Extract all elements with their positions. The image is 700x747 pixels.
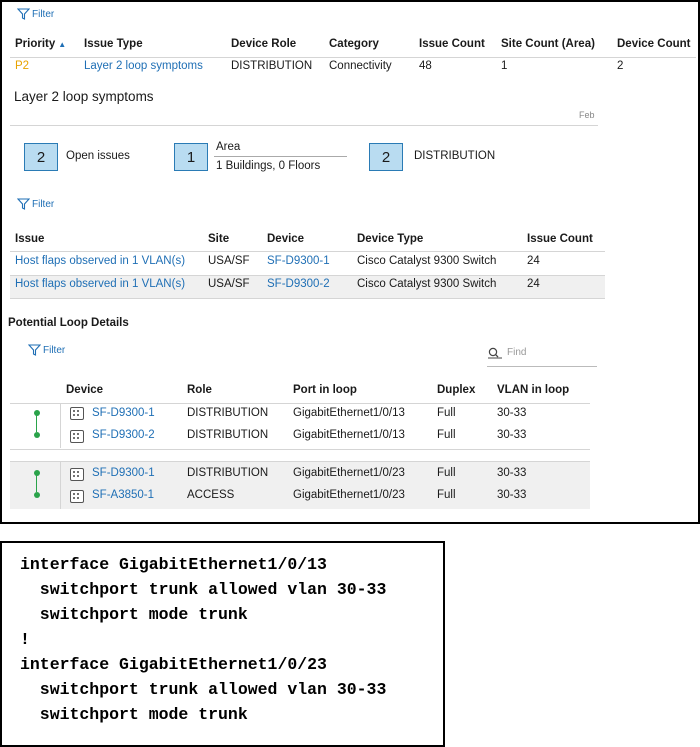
find-placeholder: Find	[507, 347, 527, 358]
device-link[interactable]: SF-D9300-1	[92, 467, 155, 479]
divider	[10, 403, 590, 404]
divider	[10, 57, 696, 58]
status-dot	[34, 492, 40, 498]
loop-details-title: Potential Loop Details	[8, 317, 129, 329]
device-count-value: 2	[617, 60, 624, 72]
status-dot	[34, 410, 40, 416]
port-value: GigabitEthernet1/0/23	[293, 489, 405, 501]
port-value: GigabitEthernet1/0/13	[293, 407, 405, 419]
device-type-value: Cisco Catalyst 9300 Switch	[357, 278, 497, 290]
duplex-value: Full	[437, 489, 456, 501]
open-issues-count[interactable]: 2	[24, 143, 58, 171]
device-link[interactable]: SF-D9300-1	[267, 255, 330, 267]
col-device-type[interactable]: Device Type	[357, 233, 424, 245]
duplex-value: Full	[437, 429, 456, 441]
filter-icon	[28, 344, 41, 356]
area-value: 1 Buildings, 0 Floors	[216, 160, 321, 172]
config-line: !	[20, 630, 30, 649]
col-issue-type[interactable]: Issue Type	[84, 38, 143, 50]
device-link[interactable]: SF-A3850-1	[92, 489, 155, 501]
area-divider	[214, 156, 347, 157]
vlan-value: 30-33	[497, 407, 527, 419]
host-flap-filter[interactable]	[17, 198, 54, 210]
vlan-value: 30-33	[497, 429, 527, 441]
area-label: Area	[216, 141, 241, 153]
col-site[interactable]: Site	[208, 233, 230, 245]
issue-link[interactable]: Host flaps observed in 1 VLAN(s)	[15, 278, 186, 290]
timeline-axis	[10, 125, 598, 126]
role-count[interactable]: 2	[369, 143, 403, 171]
col-category[interactable]: Category	[329, 38, 379, 50]
device-link[interactable]: SF-D9300-2	[267, 278, 330, 290]
col-role[interactable]: Role	[187, 384, 212, 396]
issue-count-value: 24	[527, 278, 540, 290]
col-vlan[interactable]: VLAN in loop	[497, 384, 570, 396]
find-input[interactable]	[487, 339, 597, 367]
config-line: switchport trunk allowed vlan 30-33	[20, 580, 387, 599]
filter-icon	[17, 8, 30, 20]
config-line: interface GigabitEthernet1/0/13	[20, 555, 327, 574]
device-role-value: DISTRIBUTION	[231, 60, 313, 72]
site-value: USA/SF	[208, 278, 250, 290]
col-issue-count[interactable]: Issue Count	[527, 233, 593, 245]
col-priority[interactable]: Priority ▲	[15, 38, 67, 50]
config-line: interface GigabitEthernet1/0/23	[20, 655, 327, 674]
duplex-value: Full	[437, 467, 456, 479]
col-issue[interactable]: Issue	[15, 233, 45, 245]
switch-icon	[70, 407, 84, 420]
config-line: switchport trunk allowed vlan 30-33	[20, 680, 387, 699]
port-value: GigabitEthernet1/0/13	[293, 429, 405, 441]
col-issue-count[interactable]: Issue Count	[419, 38, 485, 50]
config-line: switchport mode trunk	[20, 605, 248, 624]
site-count-value: 1	[501, 60, 508, 72]
filter-icon	[17, 198, 30, 210]
category-value: Connectivity	[329, 60, 392, 72]
loop-connector	[36, 415, 37, 432]
loop-filter[interactable]	[28, 344, 65, 356]
duplex-value: Full	[437, 407, 456, 419]
port-value: GigabitEthernet1/0/23	[293, 467, 405, 479]
col-device[interactable]: Device	[66, 384, 104, 396]
switch-icon	[70, 430, 84, 443]
search-icon	[487, 347, 503, 359]
vlan-value: 30-33	[497, 489, 527, 501]
role-value: DISTRIBUTION	[187, 467, 269, 479]
config-line: switchport mode trunk	[20, 705, 248, 724]
col-duplex[interactable]: Duplex	[437, 384, 476, 396]
status-dot	[34, 470, 40, 476]
timeline-label: Feb	[579, 110, 595, 120]
site-value: USA/SF	[208, 255, 250, 267]
status-dot	[34, 432, 40, 438]
col-device-count[interactable]: Device Count	[617, 38, 691, 50]
loop-connector	[36, 475, 37, 492]
role-value: DISTRIBUTION	[187, 407, 269, 419]
divider	[10, 251, 605, 252]
divider	[60, 404, 61, 448]
config-box	[0, 541, 445, 747]
issues-filter[interactable]	[17, 8, 54, 20]
detail-title: Layer 2 loop symptoms	[14, 89, 154, 104]
switch-icon	[70, 490, 84, 503]
col-device[interactable]: Device	[267, 233, 305, 245]
issue-count-value: 24	[527, 255, 540, 267]
vlan-value: 30-33	[497, 467, 527, 479]
filter-label: Filter	[32, 198, 55, 210]
col-port[interactable]: Port in loop	[293, 384, 357, 396]
col-site-count[interactable]: Site Count (Area)	[501, 38, 595, 50]
role-label: DISTRIBUTION	[414, 150, 496, 162]
device-link[interactable]: SF-D9300-1	[92, 407, 155, 419]
open-issues-label: Open issues	[66, 150, 130, 162]
divider	[60, 462, 61, 509]
divider	[10, 298, 605, 299]
role-value: DISTRIBUTION	[187, 429, 269, 441]
col-device-role[interactable]: Device Role	[231, 38, 297, 50]
issue-count-value: 48	[419, 60, 432, 72]
area-count[interactable]: 1	[174, 143, 208, 171]
sort-asc-icon: ▲	[58, 40, 67, 49]
device-type-value: Cisco Catalyst 9300 Switch	[357, 255, 497, 267]
issue-link[interactable]: Host flaps observed in 1 VLAN(s)	[15, 255, 186, 267]
device-link[interactable]: SF-D9300-2	[92, 429, 155, 441]
divider	[10, 461, 590, 462]
filter-label: Filter	[43, 344, 66, 356]
divider	[10, 449, 590, 450]
issue-type-link[interactable]: Layer 2 loop symptoms	[84, 60, 203, 72]
filter-label: Filter	[32, 8, 55, 20]
switch-icon	[70, 468, 84, 481]
priority-badge: P2	[15, 60, 30, 72]
role-value: ACCESS	[187, 489, 235, 501]
